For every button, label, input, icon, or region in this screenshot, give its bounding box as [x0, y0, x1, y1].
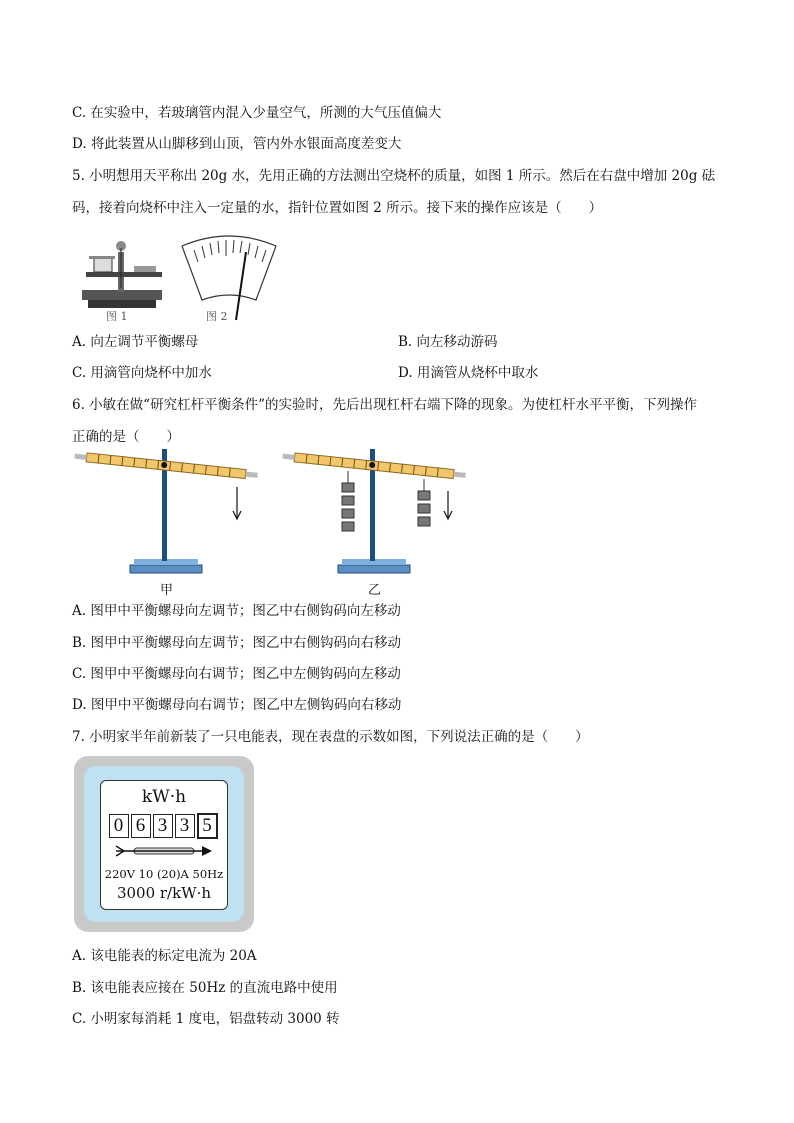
q6-option-d: D. 图甲中平衡螺母向右调节；图乙中左侧钩码向右移动 — [72, 697, 402, 713]
q6-option-a: A. 图甲中平衡螺母向左调节；图乙中右侧钩码向左移动 — [72, 603, 401, 619]
q7-option-a: A. 该电能表的标定电流为 20A — [72, 948, 257, 964]
meter-digit: 0 — [109, 814, 129, 838]
meter-constant: 3000 r/kW·h — [116, 884, 212, 902]
meter-digit: 3 — [153, 814, 173, 838]
meter-digit-decimal: 5 — [197, 813, 218, 839]
q5-stem-line1: 5. 小明想用天平称出 20g 水，先用正确的方法测出空烧杯的质量，如图 1 所示。然后在右盘中增加 20g 砝 — [72, 168, 716, 184]
meter-digits — [101, 813, 227, 837]
arrow-icon — [114, 843, 214, 859]
q5-option-b: B. 向左移动游码 — [398, 334, 498, 350]
lever-jia — [74, 449, 258, 573]
pointer-scale — [182, 236, 276, 300]
q6-stem-line1: 6. 小敏在做“研究杠杆平衡条件”的实验时，先后出现杠杆右端下降的现象。为使杠杆水平平衡，下列操作 — [72, 397, 697, 413]
meter-digit: 3 — [175, 814, 195, 838]
q7-option-c: C. 小明家每消耗 1 度电，铝盘转动 3000 转 — [72, 1011, 340, 1027]
q6-figure — [72, 447, 472, 598]
q4-option-c: C. 在实验中，若玻璃管内混入少量空气，所测的大气压值偏大 — [72, 105, 442, 121]
q6-option-b: B. 图甲中平衡螺母向左调节；图乙中右侧钩码向右移动 — [72, 635, 402, 651]
q5-stem-line2: 码，接着向烧杯中注入一定量的水，指针位置如图 2 所示。接下来的操作应该是（ ） — [72, 200, 603, 216]
fig-jia-caption: 甲 — [160, 583, 174, 598]
q5-option-c: C. 用滴管向烧杯中加水 — [72, 365, 212, 381]
beaker — [94, 258, 112, 272]
q5-figure — [74, 228, 284, 324]
meter-digit: 6 — [131, 814, 151, 838]
q6-stem-line2: 正确的是（ ） — [72, 429, 180, 445]
lever-figure — [72, 447, 472, 595]
fig2-caption: 图 2 — [206, 310, 228, 323]
q7-option-b: B. 该电能表应接在 50Hz 的直流电路中使用 — [72, 980, 338, 996]
q5-option-d: D. 用滴管从烧杯中取水 — [398, 365, 539, 381]
meter-rating: 220V 10 (20)A 50Hz — [104, 867, 224, 881]
fig1-caption: 图 1 — [106, 310, 128, 323]
q7-stem: 7. 小明家半年前新装了一只电能表，现在表盘的示数如图，下列说法正确的是（ ） — [72, 729, 589, 745]
fig-yi-caption: 乙 — [368, 583, 382, 598]
q6-option-c: C. 图甲中平衡螺母向右调节；图乙中左侧钩码向左移动 — [72, 666, 401, 682]
q4-option-d: D. 将此装置从山脚移到山顶，管内外水银面高度差变大 — [72, 136, 402, 152]
meter-unit: kW·h — [141, 787, 187, 807]
q5-option-a: A. 向左调节平衡螺母 — [72, 334, 199, 350]
lever-yi — [282, 449, 466, 573]
electric-meter — [74, 756, 254, 932]
